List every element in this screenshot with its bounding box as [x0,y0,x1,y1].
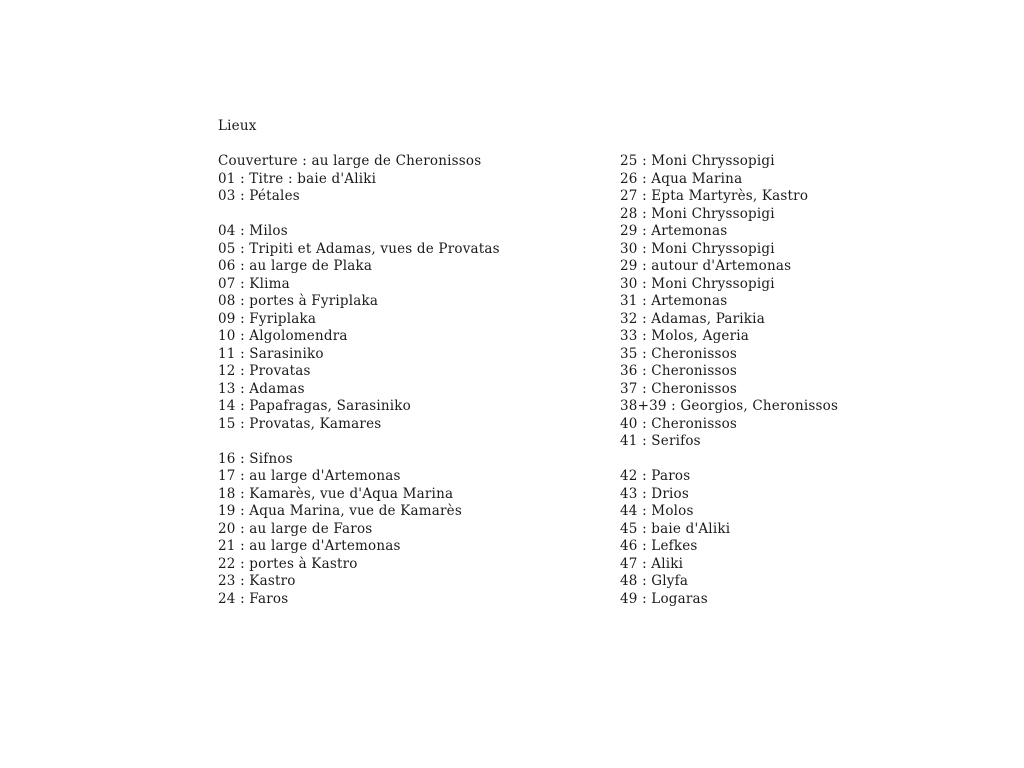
list-item: 30 : Moni Chryssopigi [620,240,775,257]
list-item: 03 : Pétales [218,188,300,204]
spacer [620,451,838,469]
list-item: 37 : Cheronissos [620,380,738,397]
list-item: 14 : Papafragas, Sarasiniko [218,398,411,414]
list-item: 45 : baie d'Aliki [620,520,731,537]
list-item: 20 : au large de Faros [218,520,373,537]
list-item: 43 : Drios [620,485,689,502]
list-item: 35 : Cheronissos [620,345,738,362]
list-item: 24 : Faros [218,590,289,607]
list-item: 28 : Moni Chryssopigi [620,205,775,222]
right-column [620,153,838,608]
list-item: 29 : Artemonas [620,223,728,239]
list-item: 16 : Sifnos [218,450,293,467]
list-item: 46 : Lefkes [620,538,698,554]
list-item: 21 : au large d'Artemonas [218,538,401,554]
list-item: 08 : portes à Fyriplaka [218,293,379,309]
spacer [218,206,500,224]
list-item: 48 : Glyfa [620,573,689,589]
list-item: 07 : Klima [218,275,290,292]
list-item: 09 : Fyriplaka [218,310,317,327]
list-item: 32 : Adamas, Parikia [620,310,765,327]
list-item: 17 : au large d'Artemonas [218,468,401,484]
list-item: 26 : Aqua Marina [620,170,743,187]
list-item: 04 : Milos [218,223,288,239]
spacer [218,433,500,451]
list-item: 11 : Sarasiniko [218,345,324,362]
list-item: 10 : Algolomendra [218,328,348,344]
list-item: 36 : Cheronissos [620,363,738,379]
list-item: 41 : Serifos [620,433,701,449]
list-item: 49 : Logaras [620,590,708,607]
list-item: Couverture : au large de Cheronissos [218,153,482,169]
list-item: 38+39 : Georgios, Cheronissos [620,398,839,414]
list-item: 19 : Aqua Marina, vue de Kamarès [218,503,462,519]
list-item: 06 : au large de Plaka [218,258,373,274]
list-item: 47 : Aliki [620,555,684,572]
list-item: 33 : Molos, Ageria [620,328,750,344]
list-item: 30 : Moni Chryssopigi [620,275,775,292]
list-item: 44 : Molos [620,503,694,519]
list-item: 13 : Adamas [218,380,305,397]
list-item: 29 : autour d'Artemonas [620,258,792,274]
list-item: 40 : Cheronissos [620,415,738,432]
list-item: 25 : Moni Chryssopigi [620,153,775,169]
page-heading: Lieux [218,118,257,134]
list-item: 22 : portes à Kastro [218,555,358,572]
left-column [218,118,500,608]
list-item: 27 : Epta Martyrès, Kastro [620,188,809,204]
list-item: 23 : Kastro [218,573,296,589]
list-item: 42 : Paros [620,468,691,484]
list-item: 31 : Artemonas [620,293,728,309]
list-item: 18 : Kamarès, vue d'Aqua Marina [218,485,454,502]
list-item: 15 : Provatas, Kamares [218,415,382,432]
list-item: 05 : Tripiti et Adamas, vues de Provatas [218,240,500,257]
list-item: 12 : Provatas [218,363,311,379]
spacer [218,136,500,154]
list-item: 01 : Titre : baie d'Aliki [218,170,377,187]
